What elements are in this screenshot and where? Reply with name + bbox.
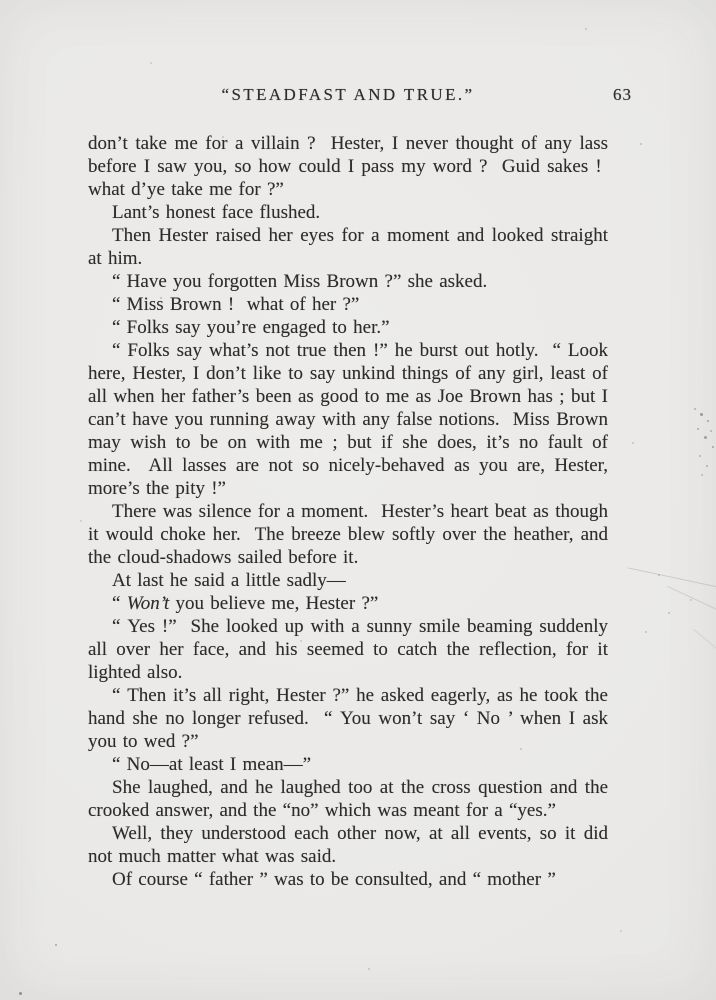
scan-speckle xyxy=(368,968,370,970)
scan-speckle xyxy=(19,992,22,995)
paragraph: “ Yes !” She looked up with a sunny smile beaming suddenly all over her face, and his seemed to catch the reflection, for it lighted also. xyxy=(88,616,608,683)
paragraph: “ Folks say what’s not true then !” he burst out hotly. “ Look here, Hester, I don’t like to say unkind things of any girl, least of all when her father’s been as good to me as Joe Brown has ; but I can’t have you running away with any false notions. Miss Brown may wish to be on with me ; but if she does, it’s no fault of mine. All lasses are not so nicely-behaved as you are, Hester, more’s the pity !” xyxy=(88,340,608,499)
scan-speckle xyxy=(699,455,701,457)
paragraph: don’t take me for a villain ? Hester, I never thought of any lass before I saw you, so how could I pass my word ? Guid sakes ! what d’ye take me for ?” xyxy=(88,133,608,200)
scan-scratch xyxy=(628,567,716,587)
paragraph: Well, they understood each other now, at all events, so it did not much matter what was said. xyxy=(88,823,608,867)
page-header xyxy=(88,85,632,109)
paragraph: “ Then it’s all right, Hester ?” he asked eagerly, as he took the hand she no longer refused. “ You won’t say ‘ No ’ when I ask you to wed ?” xyxy=(88,685,608,752)
paragraph: There was silence for a moment. Hester’s heart beat as though it would choke her. The breeze blew softly over the heather, and the cloud-shadows sailed before it. xyxy=(88,501,608,568)
scan-speckle xyxy=(712,446,714,448)
scan-speckle xyxy=(150,62,152,64)
scan-speckle xyxy=(620,930,622,932)
paragraph: Of course “ father ” was to be consulted, and “ mother ” xyxy=(112,869,556,890)
scan-scratch xyxy=(667,586,716,619)
paragraph: Lant’s honest face flushed. xyxy=(112,202,321,223)
page-number: 63 xyxy=(613,85,632,104)
scan-speckle xyxy=(658,574,660,576)
paragraph: At last he said a little sadly— xyxy=(112,570,346,591)
scan-speckle xyxy=(55,944,57,946)
scan-speckle xyxy=(707,420,709,422)
scan-speckle xyxy=(585,28,587,30)
scan-speckle xyxy=(640,143,642,145)
scan-speckle xyxy=(704,436,707,439)
scan-speckle xyxy=(668,612,670,614)
paragraph: Then Hester raised her eyes for a moment and looked straight at him. xyxy=(88,225,608,269)
running-title: “STEADFAST AND TRUE.” xyxy=(221,85,475,104)
scan-speckle xyxy=(697,428,699,430)
scan-speckle xyxy=(632,442,634,444)
paragraph: She laughed, and he laughed too at the cross question and the crooked answer, and the “no” which was meant for a “yes.” xyxy=(88,777,608,821)
scan-speckle xyxy=(706,465,708,467)
scan-speckle xyxy=(694,408,696,410)
paragraph: “ No—at least I mean—” xyxy=(112,754,312,775)
page-body xyxy=(88,132,608,891)
paragraph: “ Miss Brown ! what of her ?” xyxy=(112,294,360,315)
paragraph: “ Folks say you’re engaged to her.” xyxy=(112,317,390,338)
paragraph: “ Have you forgotten Miss Brown ?” she asked. xyxy=(112,271,488,292)
scan-scratch xyxy=(694,629,716,662)
scan-speckle xyxy=(701,474,703,476)
paragraph: “ Won’t you believe me, Hester ?” xyxy=(112,593,379,614)
scan-speckle xyxy=(710,430,712,432)
scan-speckle xyxy=(80,520,82,522)
scan-speckle xyxy=(700,413,703,416)
scan-speckle xyxy=(645,631,647,633)
scan-speckle xyxy=(690,599,692,601)
